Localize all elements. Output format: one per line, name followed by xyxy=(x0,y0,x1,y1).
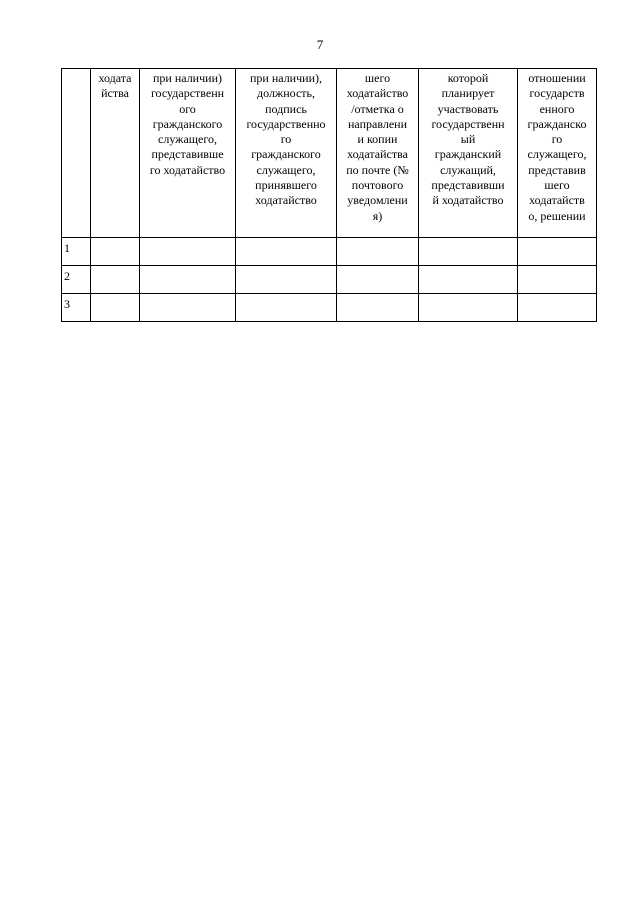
table-row xyxy=(62,266,597,294)
row-number-cell: 2 xyxy=(62,266,91,294)
table-cell xyxy=(518,294,597,322)
table-cell xyxy=(236,238,337,266)
table-cell xyxy=(140,238,236,266)
table-cell xyxy=(140,266,236,294)
table-cell xyxy=(236,266,337,294)
header-cell-receipt-mark: шего ходатайство /отметка о направлени и копии ходатайства по почте (№ почтового уведомлени я) xyxy=(337,69,419,238)
header-cell-receiver: при наличии), должность, подпись государственно го гражданского служащего, принявшего ходатайство xyxy=(236,69,337,238)
row-number-cell: 3 xyxy=(62,294,91,322)
header-cell-organization: которой планирует участвовать государственн ый гражданский служащий, представивши й ходатайство xyxy=(419,69,518,238)
table-row xyxy=(62,238,597,266)
table-header-row xyxy=(62,69,597,238)
table-cell xyxy=(419,294,518,322)
row-number-cell: 1 xyxy=(62,238,91,266)
table-cell xyxy=(140,294,236,322)
table-cell xyxy=(337,238,419,266)
table-cell xyxy=(419,266,518,294)
table-cell xyxy=(91,238,140,266)
table-cell xyxy=(337,294,419,322)
page-number: 7 xyxy=(316,37,324,52)
table-cell xyxy=(518,266,597,294)
table-row xyxy=(62,294,597,322)
table-cell xyxy=(518,238,597,266)
header-cell-number xyxy=(62,69,91,238)
table-cell xyxy=(91,294,140,322)
header-cell-petition-date: ходата йства xyxy=(91,69,140,238)
table-cell xyxy=(91,266,140,294)
table-cell xyxy=(236,294,337,322)
registry-table xyxy=(61,68,597,322)
header-cell-submitter-name: при наличии) государственн ого гражданского служащего, представивше го ходатайство xyxy=(140,69,236,238)
table-cell xyxy=(337,266,419,294)
table-cell xyxy=(419,238,518,266)
header-cell-decision: отношении государств енного гражданско го служащего, представив шего ходатайств о, решении xyxy=(518,69,597,238)
